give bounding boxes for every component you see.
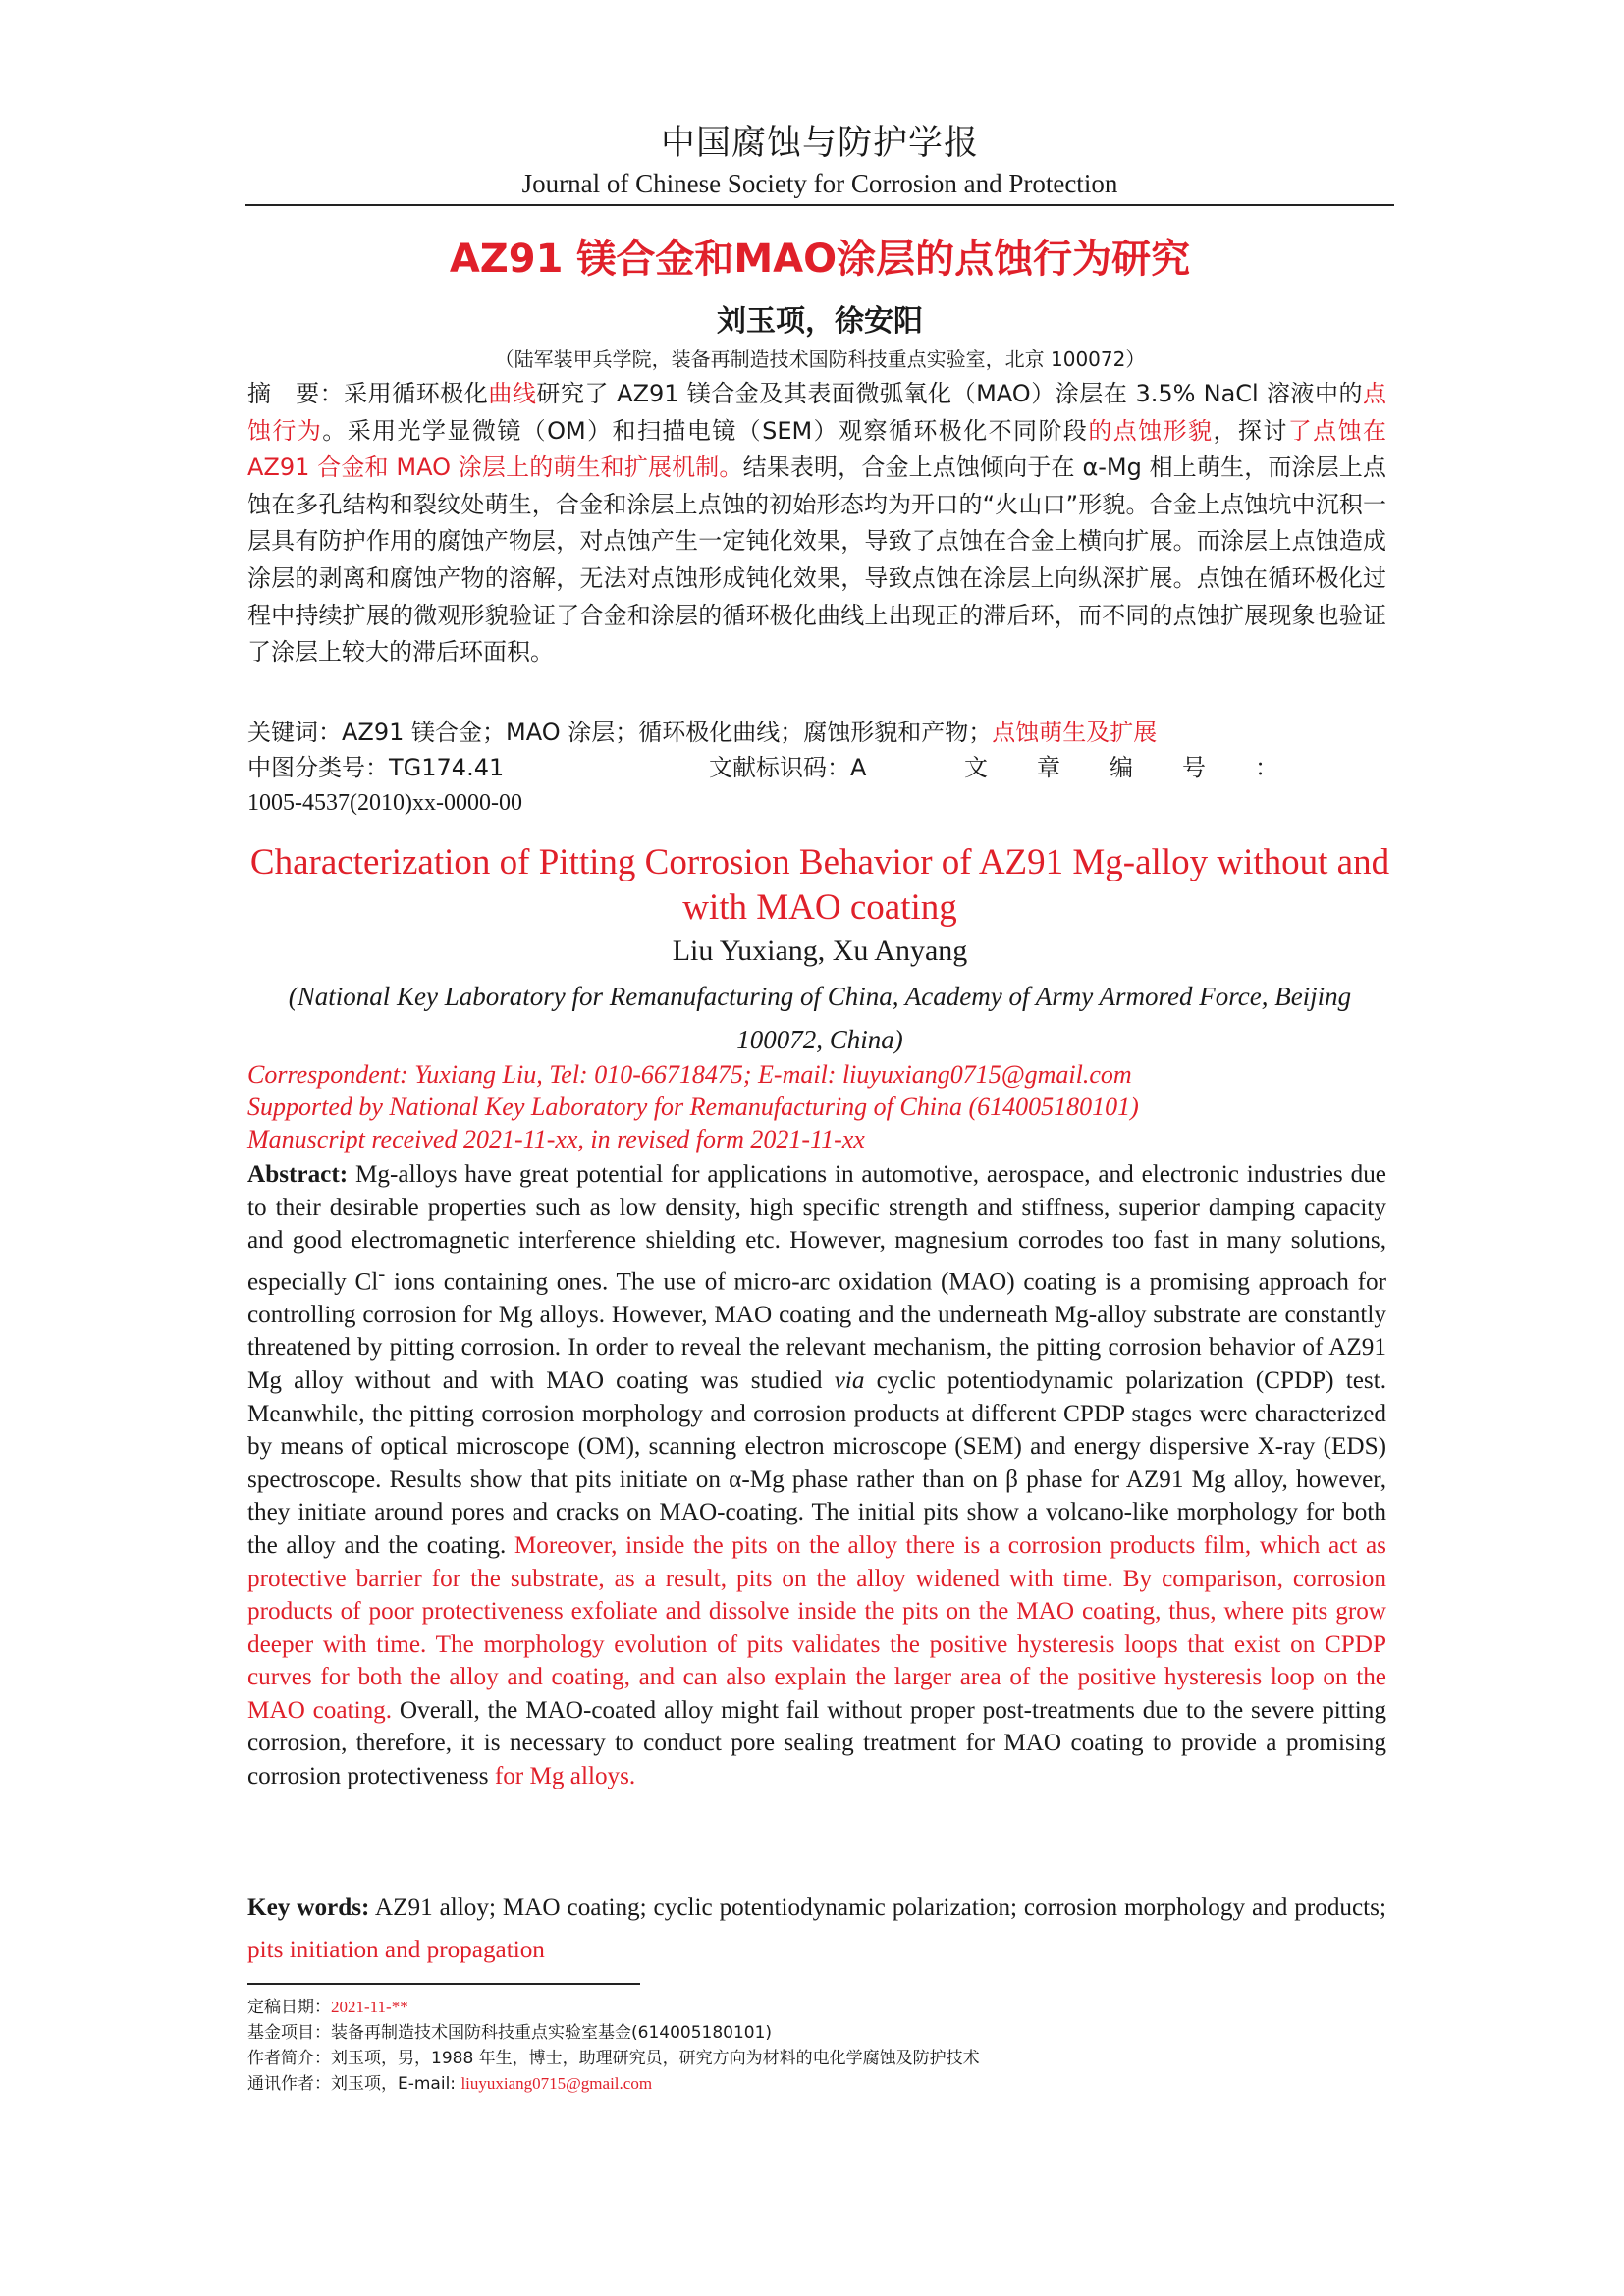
abstract-en <box>247 1158 1386 1793</box>
paper-title-cn: AZ91 镁合金和MAO涂层的点蚀行为研究 <box>449 237 1191 282</box>
abstract-cn <box>247 376 1386 671</box>
abstract-en-text: Mg-alloys have great potential for applications in automotive, aerospace, and electronic industries due to their desirable properties such as low density, high specific strength and stiffness, superior damping capacity and good electromagnetic interference shielding etc. However, magnesium corrodes too fast in many solutions, especially Cl <box>247 1161 1386 1296</box>
authors-cn: 刘玉项，徐安阳 <box>717 304 923 339</box>
keywords-en-label: Key words: <box>247 1895 370 1921</box>
abstract-cn-text: ，探讨 <box>1213 416 1288 445</box>
footnote-date-value: 2021-11-** <box>331 1998 408 2016</box>
keywords-cn-text: 关键词：AZ91 镁合金；MAO 涂层；循环极化曲线；腐蚀形貌和产物； <box>247 719 993 746</box>
abstract-cn-text: 。采用光学显微镜（OM）和扫描电镜（SEM）观察循环极化不同阶段 <box>322 416 1089 445</box>
footnote-contact-label: 通讯作者：刘玉项，E-mail: <box>247 2074 461 2094</box>
abstract-en-text: cyclic potentiodynamic polarization (CPDP) test. Meanwhile, the pitting corrosion morphology and corrosion products at different CPDP stages were characterized by means of optical microscope (OM), scanning electron microscope (SEM) and energy dispersive X-ray (EDS) spectroscope. Results show that pits initiate on α-Mg phase rather than on β phase for AZ91 Mg alloy, however, they initiate around pores and cracks on MAO-coating. The initial pits show a volcano-like morphology for both the alloy and the coating. <box>247 1366 1386 1559</box>
affiliation-en: (National Key Laboratory for Remanufacturing of China, Academy of Army Armored Force, Beijing 100072, China) <box>288 982 1352 1054</box>
abstract-en-italic: via <box>834 1366 865 1394</box>
journal-title-cn: 中国腐蚀与防护学报 <box>660 124 979 163</box>
keywords-en-text: AZ91 alloy; MAO coating; cyclic potentiodynamic polarization; corrosion morphology and products; <box>369 1895 1386 1921</box>
abstract-cn-highlight: 点蚀行为 <box>247 380 1387 445</box>
correspondent-line: Correspondent: Yuxiang Liu, Tel: 010-66718475; E-mail: liuyuxiang0715@gmail.com <box>247 1060 1132 1089</box>
keywords-en <box>247 1887 1386 1971</box>
footnotes <box>247 1995 1386 2097</box>
abstract-en-superscript: - <box>378 1260 386 1285</box>
affiliation-cn: （陆军装甲兵学院，装备再制造技术国防科技重点实验室，北京 100072） <box>494 347 1146 371</box>
footnote-contact <box>247 2071 1386 2097</box>
clc-number: 中图分类号：TG174.41 <box>247 754 505 781</box>
footnote-fund: 基金项目：装备再制造技术国防科技重点实验室基金(614005180101) <box>247 2023 773 2043</box>
keywords-en-highlight: pits initiation and propagation <box>247 1937 545 1963</box>
abstract-en-label: Abstract: <box>247 1161 349 1188</box>
abstract-cn-text: 研究了 AZ91 镁合金及其表面微弧氧化（MAO）涂层在 3.5% NaCl 溶液中的 <box>536 380 1364 407</box>
keywords-cn-highlight: 点蚀萌生及扩展 <box>992 719 1158 746</box>
manuscript-line: Manuscript received 2021-11-xx, in revised form 2021-11-xx <box>247 1125 865 1153</box>
abstract-cn-text: 结果表明，合金上点蚀倾向于在 α-Mg 相上萌生，而涂层上点蚀在多孔结构和裂纹处萌生，合金和涂层上点蚀的初始形态均为开口的“火山口”形貌。合金上点蚀坑中沉积一层具有防护作用的腐蚀产物层，对点蚀产生一定钝化效果，导致了点蚀在合金上横向扩展。而涂层上点蚀造成涂层的剥离和腐蚀产物的溶解，无法对点蚀形成钝化效果，导致点蚀在涂层上向纵深扩展。点蚀在循环极化过程中持续扩展的微观形貌验证了合金和涂层的循环极化曲线上出现正的滞后环，而不同的点蚀扩展现象也验证了涂层上较大的滞后环面积。 <box>247 454 1386 667</box>
article-number-label: 文章编号： <box>964 754 1327 781</box>
correspondence-block <box>247 1058 1386 1155</box>
header-rule <box>245 204 1394 206</box>
journal-title-en: Journal of Chinese Society for Corrosion and Protection <box>521 169 1118 198</box>
footnote-rule <box>247 1983 640 1985</box>
abstract-cn-highlight: 曲线 <box>488 380 537 407</box>
article-number: 1005-4537(2010)xx-0000-00 <box>247 790 522 816</box>
abstract-cn-highlight: 的点蚀形貌 <box>1088 416 1214 445</box>
authors-en: Liu Yuxiang, Xu Anyang <box>672 934 968 967</box>
abstract-cn-lead: 摘 要：采用循环极化 <box>247 380 489 407</box>
abstract-cn-highlight: 了点蚀在 AZ91 合金和 MAO 涂层上的萌生和扩展机制。 <box>247 416 1387 482</box>
classification-cn <box>247 750 1386 785</box>
footnote-date <box>247 1995 1386 2020</box>
footnote-date-label: 定稿日期： <box>247 1998 331 2017</box>
funding-line: Supported by National Key Laboratory for Remanufacturing of China (614005180101) <box>247 1093 1139 1121</box>
abstract-en-highlight: for Mg alloys. <box>494 1763 636 1790</box>
abstract-en-text: ions containing ones. The use of micro-arc oxidation (MAO) coating is a promising approach for controlling corrosion for Mg alloys. However, MAO coating and the underneath Mg-alloy substrate are constantly threatened by pitting corrosion. In order to reveal the relevant mechanism, the pitting corrosion behavior of AZ91 Mg alloy without and with MAO coating was studied <box>247 1268 1386 1394</box>
abstract-en-highlight: Moreover, inside the pits on the alloy there is a corrosion products film, which act as protective barrier for the substrate, as a result, pits on the alloy widened with time. By comparison, corrosion products of poor protectiveness exfoliate and dissolve inside the pits on the MAO coating, thus, where pits grow deeper with time. The morphology evolution of pits validates the positive hysteresis loops that exist on CPDP curves for both the alloy and coating, and can also explain the larger area of the positive hysteresis loop on the MAO coating. <box>247 1531 1386 1724</box>
paper-title-en: Characterization of Pitting Corrosion Behavior of AZ91 Mg-alloy without and with MAO coating <box>249 842 1390 928</box>
footnote-email-link[interactable]: liuyuxiang0715@gmail.com <box>460 2074 653 2093</box>
keywords-cn <box>247 715 1386 750</box>
document-code: 文献标识码：A <box>709 754 867 781</box>
abstract-en-text: Overall, the MAO-coated alloy might fail without proper post-treatments due to the severe pitting corrosion, therefore, it is necessary to conduct pore sealing treatment for MAO coating to provide a promising corrosion protectiveness <box>247 1696 1386 1790</box>
footnote-author-intro: 作者简介：刘玉项，男，1988 年生，博士，助理研究员，研究方向为材料的电化学腐蚀及防护技术 <box>247 2049 980 2068</box>
